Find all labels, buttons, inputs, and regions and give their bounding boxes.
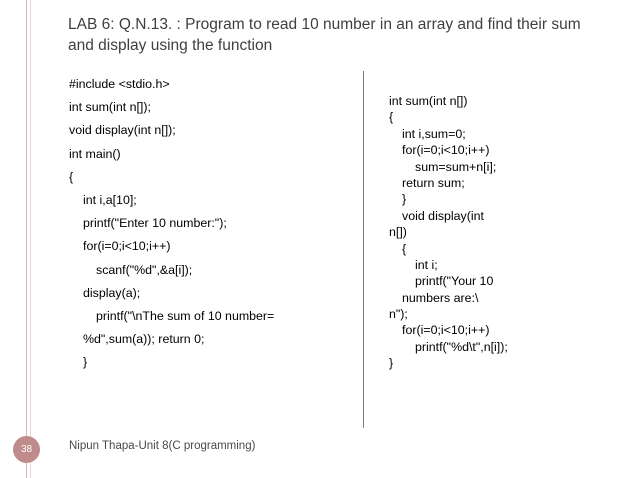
code-line: printf("Enter 10 number:");	[83, 216, 227, 231]
code-line: void display(int	[402, 208, 484, 223]
code-line: }	[83, 355, 88, 370]
code-line: n");	[389, 307, 408, 322]
code-line: for(i=0;i<10;i++)	[402, 323, 490, 338]
code-line: }	[402, 192, 407, 207]
code-line: #include <stdio.h>	[69, 77, 170, 91]
code-line: numbers are:\	[402, 290, 479, 305]
code-line: {	[389, 110, 394, 125]
code-line: for(i=0;i<10;i++)	[402, 143, 490, 158]
code-line: int main()	[69, 146, 121, 161]
code-line: %d",sum(a)); return 0;	[83, 332, 205, 347]
code-line: scanf("%d",&a[i]);	[96, 262, 193, 277]
code-line: n[])	[389, 225, 407, 240]
slide-title: LAB 6: Q.N.13. : Program to read 10 number in an array and find their sum and display using the function	[68, 16, 581, 54]
left-border-line	[26, 0, 27, 478]
code-line: display(a);	[83, 285, 141, 300]
code-line: printf("%d\t",n[i]);	[415, 339, 508, 354]
code-line: int i,sum=0;	[402, 126, 466, 141]
code-line: for(i=0;i<10;i++)	[83, 239, 171, 254]
code-line: return sum;	[402, 175, 465, 190]
page-number-badge: 38	[13, 436, 40, 463]
code-line: int i,a[10];	[83, 192, 137, 207]
code-line: int i;	[415, 257, 438, 272]
code-line: {	[402, 241, 407, 256]
code-line: printf("\nThe sum of 10 number=	[96, 308, 275, 323]
left-border-line-inner	[30, 0, 31, 478]
footer-text: Nipun Thapa-Unit 8(C programming)	[69, 440, 256, 452]
right-code-block	[389, 93, 589, 372]
code-line: void display(int n[]);	[69, 123, 176, 138]
code-line: sum=sum+n[i];	[415, 159, 497, 174]
left-code-block	[69, 73, 349, 374]
code-line: int sum(int n[]);	[69, 100, 151, 115]
code-line: printf("Your 10	[415, 274, 494, 289]
code-line: int sum(int n[])	[389, 94, 468, 108]
code-line: }	[389, 356, 394, 371]
code-line: {	[69, 169, 74, 184]
column-divider	[363, 71, 364, 428]
